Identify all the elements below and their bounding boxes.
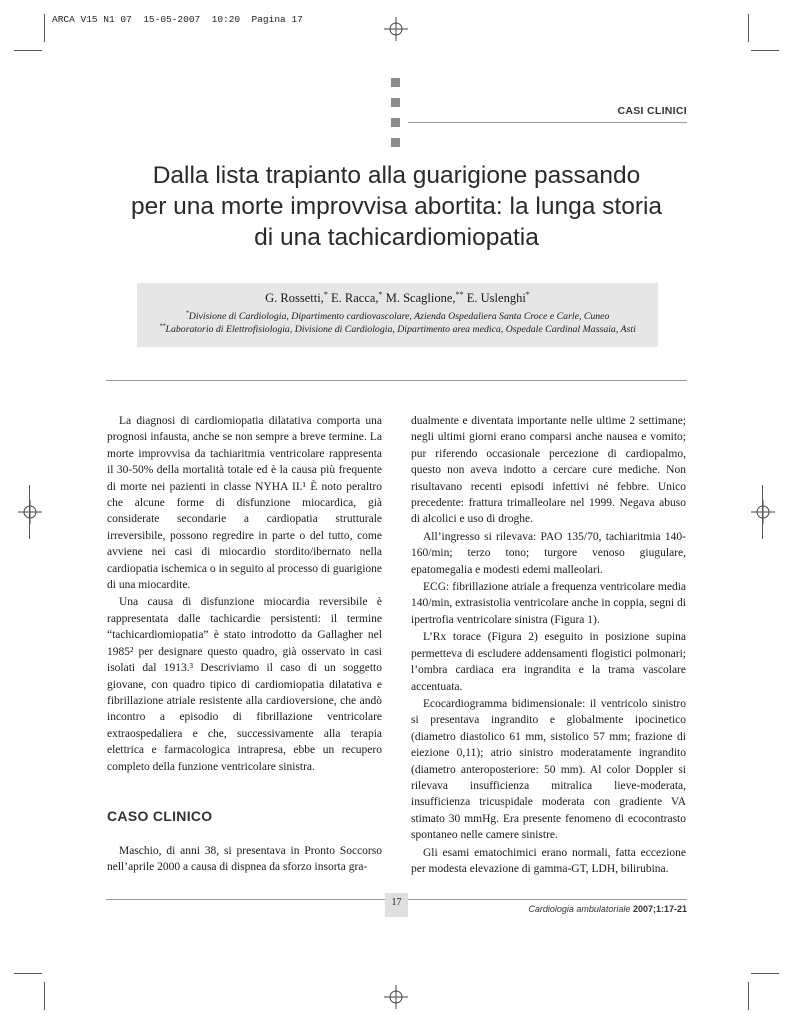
author-name: E. Uslenghi [466,291,526,305]
author-box [137,283,658,347]
crop-mark [748,982,749,1010]
registration-mark-icon [384,17,408,41]
affiliation-text: Laboratorio di Elettrofisiologia, Divisione di Cardiologia, Dipartimento area medica, Ospedale Cardinal Massaia, Asti [165,324,636,335]
body-paragraph: L’Rx torace (Figura 2) eseguito in posizione supina permetteva di escludere addensamenti flogistici polmonari; l’ombra cardiaca era ingrandita e la trama vascolare accentuata. [411,631,686,693]
author-mark: * [378,289,383,299]
author-name: G. Rossetti, [265,291,324,305]
body-paragraph: dualmente e diventata importante nelle ultime 2 settimane; negli ultimi giorni erano comparsi anche nausea e vomito; pur riferendo occasionale percezione di cardiopalmo, questo non aveva indotto a cercare cure mediche. Non risultavano recenti episodi infettivi né febbre. Unico precedente: frattura trimalleolare nel 1999. Negava abuso di alcolici e uso di droghe. [411,415,686,526]
body-paragraph: ECG: fibrillazione atriale a frequenza ventricolare media 140/min, extrasistolia ventricolare anche in coppia, segni di ipertrofia ventricolare sinistra (Figura 1). [411,581,686,626]
section-label: CASI CLINICI [617,105,687,117]
affiliation-text: Divisione di Cardiologia, Dipartimento cardiovascolare, Azienda Ospedaliera Santa Croce e Carle, Cuneo [188,311,610,322]
journal-footer [528,904,687,914]
left-column-case [107,843,382,876]
body-paragraph: All’ingresso si rilevava: PAO 135/70, tachiaritmia 140-160/min; terzo tono; turgore venoso giugulare, epatomegalia e modesti edemi malleolari. [411,530,686,576]
registration-mark-icon [751,500,775,524]
crop-mark [751,50,779,51]
right-column [411,413,686,877]
journal-citation: 2007;1:17-21 [632,904,687,914]
crop-mark [44,982,45,1010]
header-rule [408,122,687,123]
body-paragraph: Maschio, di anni 38, si presentava in Pronto Soccorso nell’aprile 2000 a causa di dispnea da sforzo insorta gra- [107,845,382,874]
page-number: 17 [385,893,408,917]
registration-mark-icon [18,500,42,524]
affiliation-mark: ** [159,322,166,330]
crop-mark [14,973,42,974]
author-name: M. Scaglione, [385,291,456,305]
title-line: di una tachicardiomiopatia [254,224,539,251]
title-line: per una morte improvvisa abortita: la lunga storia [130,193,663,220]
affiliation [137,310,658,323]
crop-mark [14,50,42,51]
body-paragraph: La diagnosi di cardiomiopatia dilatativa comporta una prognosi infausta, anche se non sempre a breve termine. La morte improvvisa da tachiaritmia ventricolare rappresenta il 30-50% della mortalità totale ed è la causa più frequente di morte nei pazienti in classe NYHA II.¹ È noto peraltro che alcune forme di disfunzione miocardica, già considerate secondarie a cardiopatia strutturale irreversibile, possono regredire in parte o del tutto, come avviene nei casi di miocardio stordito/ibernato nella cardiopatia ischemica o in seguito al processo di guarigione di una miocardite. [107,415,382,592]
journal-name: Cardiologia ambulatoriale [528,904,631,914]
decorative-square [391,78,400,87]
slug-line: ARCA V15 N1 07 15-05-2007 10:20 Pagina 17 [52,14,303,25]
crop-mark [44,14,45,42]
registration-mark-icon [384,985,408,1009]
body-paragraph: Gli esami ematochimici erano normali, fatta eccezione per modesta elevazione di gamma-GT, LDH, bilirubina. [411,846,686,875]
article-title [100,160,693,253]
body-paragraph: Ecocardiogramma bidimensionale: il ventricolo sinistro si presentava ingrandito e globalmente ipocinetico (diametro diastolico 61 mm, sistolico 57 mm; frazione di eiezione 0,11); atrio sinistro moderatamente ingrandito (diametro anteroposteriore: 50 mm). Al color Doppler si rilevava insufficienza mitralica lieve-moderata, insufficienza tricuspidale moderata con gradiente VA stimato 30 mmHg. Era presente fenomeno di ecocontrasto spontaneo nelle camere sinistre. [411,697,686,842]
affiliation-mark: * [185,309,189,317]
crop-mark [762,485,763,539]
decorative-square [391,98,400,107]
author-mark: * [323,289,328,299]
affiliation [137,323,658,336]
left-column [107,413,382,775]
crop-mark [29,485,30,539]
author-mark: * [525,289,530,299]
title-line: Dalla lista trapianto alla guarigione passando [152,162,641,189]
crop-mark [748,14,749,42]
author-list [137,291,658,306]
section-divider [106,380,687,381]
decorative-square [391,118,400,127]
crop-mark [751,973,779,974]
author-name: E. Racca, [331,291,379,305]
decorative-square [391,138,400,147]
section-heading: CASO CLINICO [107,808,213,824]
author-mark: ** [455,289,464,299]
body-paragraph: Una causa di disfunzione miocardia reversibile è rappresentata dalle tachicardie persistenti: il termine “tachicardiomiopatia” è stato introdotto da Gallagher nel 1985² per designare questo quadro, già osservato in casi isolati dal 1913.³ Descriviamo il caso di un soggetto giovane, con quadro tipico di cardiomiopatia dilatativa e fibrillazione atriale resistente alla cardioversione, che andò incontro a episodio di fibrillazione ventricolare extraospedaliera e che, successivamente alla terapia elettrica e farmacologica intrapresa, ebbe un recupero completo della funzione ventricolare sinistra. [107,596,382,773]
